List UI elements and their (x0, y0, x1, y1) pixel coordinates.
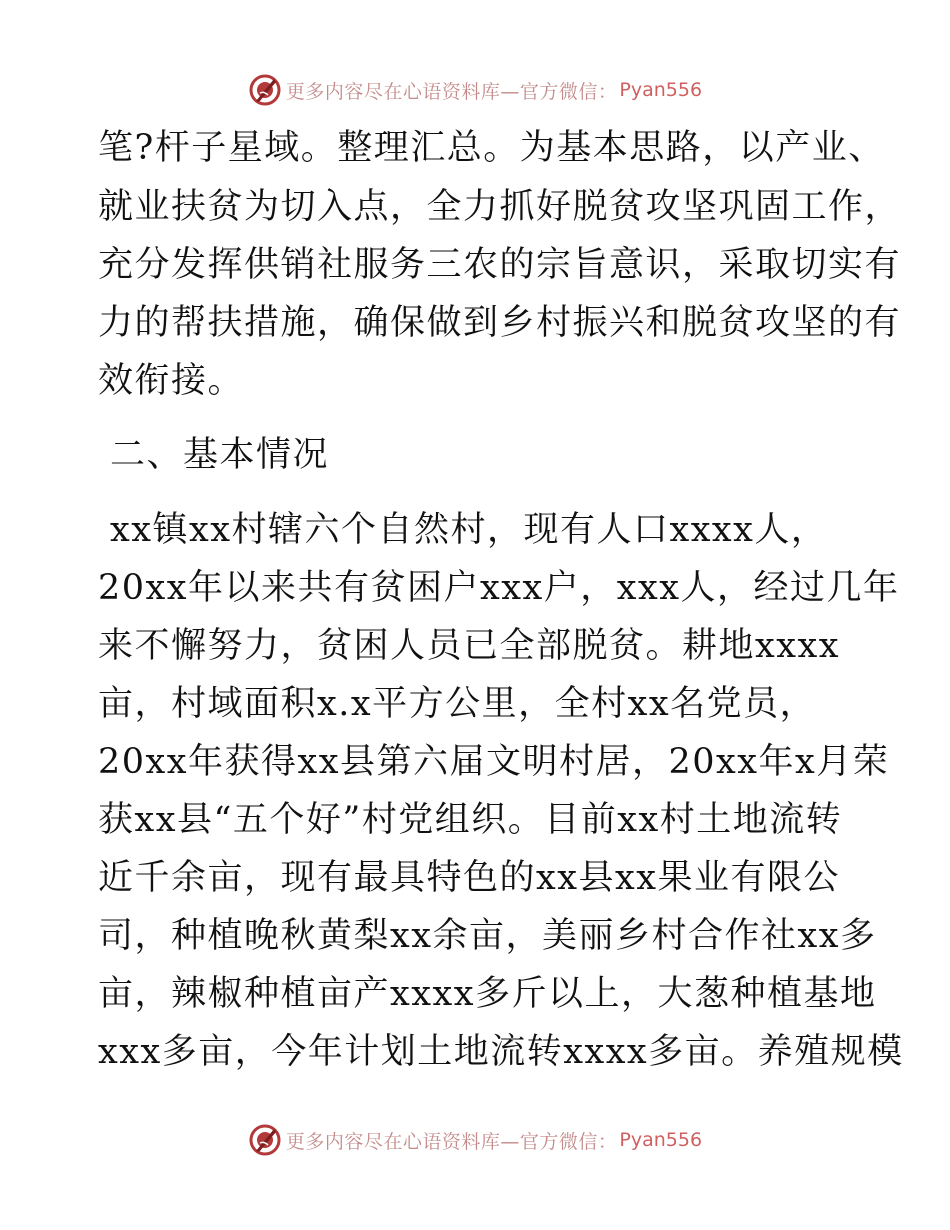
watermark-text: 更多内容尽在心语资料库—官方微信： (285, 80, 618, 103)
section-heading: 二、基本情况 (110, 435, 330, 475)
watermark-wechat-id: Pyan556 (619, 79, 703, 101)
paragraph-line: xxx多亩，今年计划土地流转xxxx多亩。养殖规模 (98, 1032, 904, 1072)
paragraph-line: 亩，村域面积x.x平方公里，全村xx名党员， (98, 684, 817, 724)
paragraph-line: 就业扶贫为切入点，全力抓好脱贫攻坚巩固工作， (98, 187, 902, 227)
paragraph-line: xx镇xx村辖六个自然村，现有人口xxxx人， (110, 510, 828, 550)
watermark-wechat-id: Pyan556 (619, 1129, 703, 1151)
watermark-text: 更多内容尽在心语资料库—官方微信： (285, 1130, 618, 1153)
footer-watermark (0, 1120, 950, 1160)
paragraph-line: 效衔接。 (98, 361, 245, 401)
paragraph-line: 力的帮扶措施，确保做到乡村振兴和脱贫攻坚的有 (98, 303, 902, 343)
paragraph-line: 20xx年以来共有贫困户xxx户，xxx人，经过几年 (98, 568, 900, 608)
paragraph-line: 司，种植晚秋黄梨xx余亩，美丽乡村合作社xx多 (98, 916, 877, 956)
paragraph-line: 来不懈努力，贫困人员已全部脱贫。耕地xxxx (98, 626, 840, 666)
header-watermark (0, 70, 950, 110)
paragraph-line: 获xx县“五个好”村党组织。目前xx村土地流转 (98, 800, 843, 840)
quill-seal-icon (248, 73, 282, 107)
paragraph-line: 笔?杆子星域。整理汇总。为基本思路，以产业、 (98, 128, 885, 168)
paragraph-line: 亩，辣椒种植亩产xxxx多斤以上，大葱种植基地 (98, 974, 877, 1014)
quill-seal-icon (248, 1123, 282, 1157)
paragraph-line: 20xx年获得xx县第六届文明村居，20xx年x月荣 (98, 742, 890, 782)
paragraph-line: 充分发挥供销社服务三农的宗旨意识，采取切实有 (98, 245, 902, 285)
paragraph-line: 近千余亩，现有最具特色的xx县xx果业有限公 (98, 858, 840, 898)
